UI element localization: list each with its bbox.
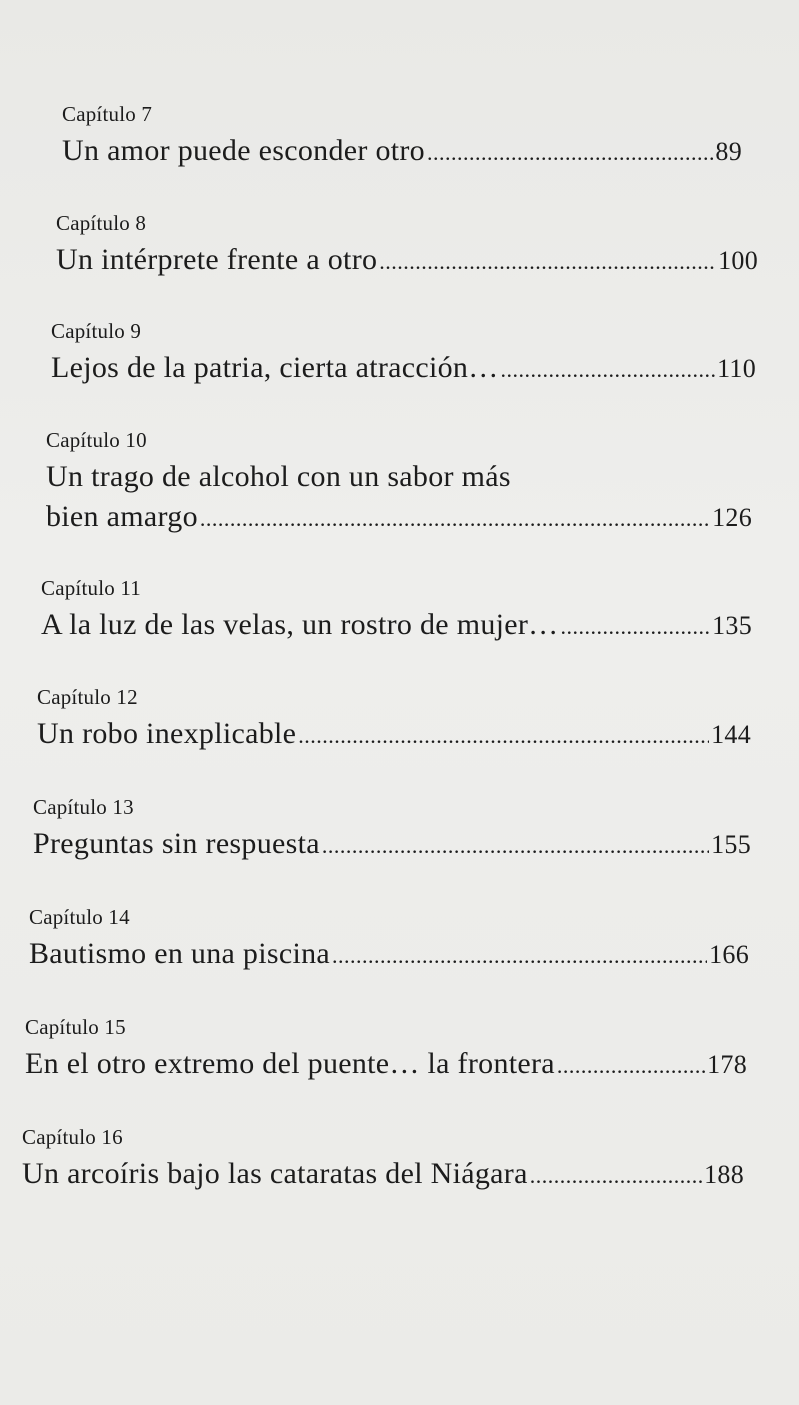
chapter-label: Capítulo 15	[25, 1015, 126, 1039]
chapter-title: Un robo inexplicable	[37, 717, 297, 750]
leader-dots	[298, 718, 709, 754]
chapter-title: Preguntas sin respuesta	[33, 827, 320, 860]
chapter-title-first-line: Un trago de alcohol con un sabor más	[46, 460, 511, 493]
toc-entry-chapter-15	[25, 1014, 747, 1084]
chapter-label: Capítulo 12	[37, 685, 138, 709]
toc-entry-chapter-14	[29, 904, 749, 974]
chapter-label: Capítulo 9	[51, 319, 142, 343]
chapter-label: Capítulo 7	[62, 102, 153, 126]
toc-entry-chapter-11	[41, 575, 752, 645]
page-number: 110	[717, 354, 756, 383]
page-number: 155	[711, 830, 751, 859]
page-number: 166	[709, 940, 749, 969]
chapter-label: Capítulo 10	[46, 428, 147, 452]
page-number: 144	[711, 720, 751, 749]
page-number: 100	[718, 246, 758, 275]
chapter-title: Lejos de la patria, cierta atracción…	[51, 351, 499, 384]
chapter-label: Capítulo 14	[29, 905, 130, 929]
leader-dots	[530, 1158, 702, 1194]
toc-entry-chapter-10	[46, 427, 752, 537]
chapter-title: A la luz de las velas, un rostro de mujer…	[41, 608, 559, 641]
toc-entry-chapter-12	[37, 684, 751, 754]
toc-entry-chapter-8	[56, 210, 758, 280]
chapter-title: Un arcoíris bajo las cataratas del Niágara	[22, 1157, 528, 1190]
leader-dots	[332, 938, 707, 974]
leader-dots	[501, 352, 716, 388]
toc-entry-chapter-7	[62, 101, 742, 171]
chapter-title: En el otro extremo del puente… la frontera	[25, 1047, 555, 1080]
chapter-title: Un amor puede esconder otro	[62, 134, 425, 167]
leader-dots	[557, 1048, 705, 1084]
page-number: 126	[712, 503, 752, 532]
chapter-label: Capítulo 13	[33, 795, 134, 819]
chapter-label: Capítulo 16	[22, 1125, 123, 1149]
toc-entry-chapter-13	[33, 794, 751, 864]
leader-dots	[560, 609, 710, 645]
chapter-title: Bautismo en una piscina	[29, 937, 331, 970]
toc-entry-chapter-16	[22, 1124, 744, 1194]
page-number: 89	[715, 137, 742, 166]
page-number: 178	[707, 1050, 747, 1079]
chapter-title: Un intérprete frente a otro	[56, 243, 378, 276]
chapter-label: Capítulo 8	[56, 211, 147, 235]
chapter-title: bien amargo	[46, 500, 198, 533]
page-number: 188	[704, 1160, 744, 1189]
leader-dots	[200, 501, 710, 537]
page-number: 135	[712, 611, 752, 640]
leader-dots	[379, 244, 716, 280]
toc-entry-chapter-9	[51, 318, 756, 388]
leader-dots	[427, 135, 713, 171]
chapter-label: Capítulo 11	[41, 576, 142, 600]
leader-dots	[322, 828, 709, 864]
